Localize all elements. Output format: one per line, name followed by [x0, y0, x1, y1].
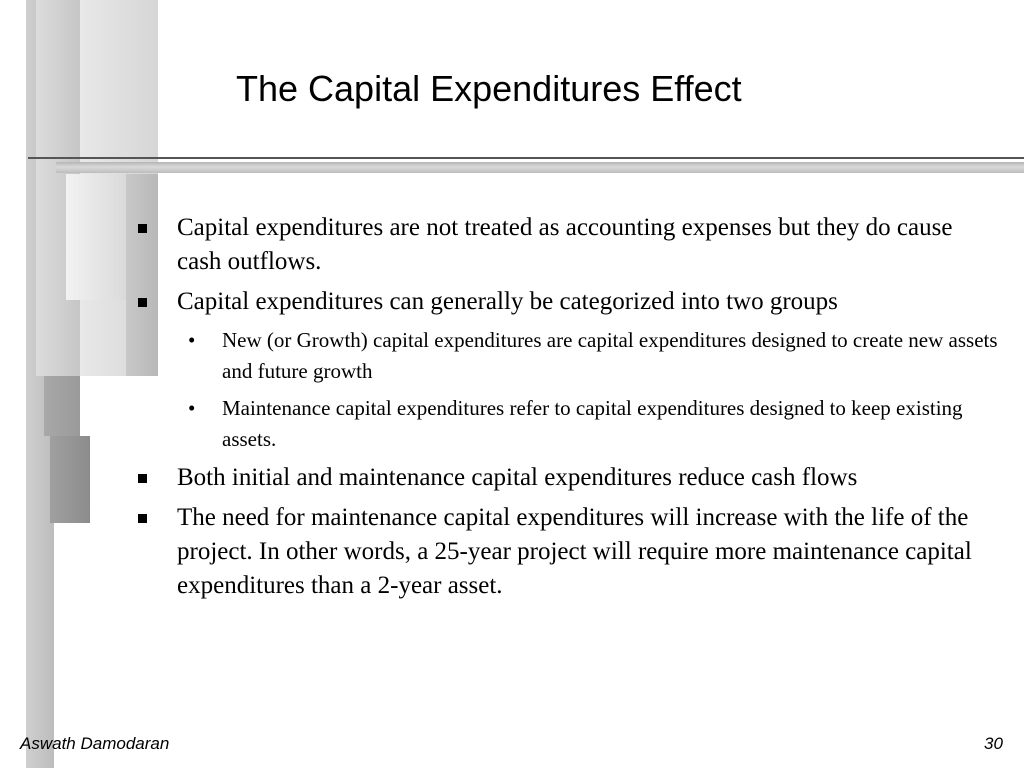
bullet-item — [138, 285, 998, 319]
bullet-item — [138, 501, 998, 603]
slide-title: The Capital Expenditures Effect — [236, 68, 742, 109]
bullet-text: Capital expenditures are not treated as accounting expenses but they do cause cash outflows. — [177, 214, 953, 275]
sub-bullet-item — [138, 325, 998, 387]
sub-bullet-item — [138, 393, 998, 455]
dot-bullet-icon: • — [188, 328, 196, 352]
decorative-bar — [50, 436, 90, 523]
title-divider-bar — [56, 162, 1024, 173]
title-divider-line — [28, 157, 1024, 159]
bullet-text: Capital expenditures can generally be categorized into two groups — [177, 288, 838, 315]
bullet-list — [138, 211, 998, 609]
square-bullet-icon — [138, 224, 147, 233]
bullet-item — [138, 211, 998, 279]
dot-bullet-icon: • — [188, 396, 196, 420]
decorative-bar — [44, 376, 80, 436]
sub-bullet-text: Maintenance capital expenditures refer to capital expenditures designed to keep existing assets. — [222, 396, 963, 451]
bullet-text: The need for maintenance capital expenditures will increase with the life of the project. In other words, a 25-year project will require more maintenance capital expenditures than a 2-year asset. — [177, 504, 972, 599]
decorative-bar — [66, 174, 126, 300]
bullet-text: Both initial and maintenance capital expenditures reduce cash flows — [177, 464, 858, 491]
page-number: 30 — [984, 734, 1003, 753]
footer-author: Aswath Damodaran — [20, 734, 170, 753]
square-bullet-icon — [138, 298, 147, 307]
sub-bullet-text: New (or Growth) capital expenditures are capital expenditures designed to create new assets and future growth — [222, 328, 998, 383]
square-bullet-icon — [138, 474, 147, 483]
bullet-item — [138, 461, 998, 495]
square-bullet-icon — [138, 514, 147, 523]
